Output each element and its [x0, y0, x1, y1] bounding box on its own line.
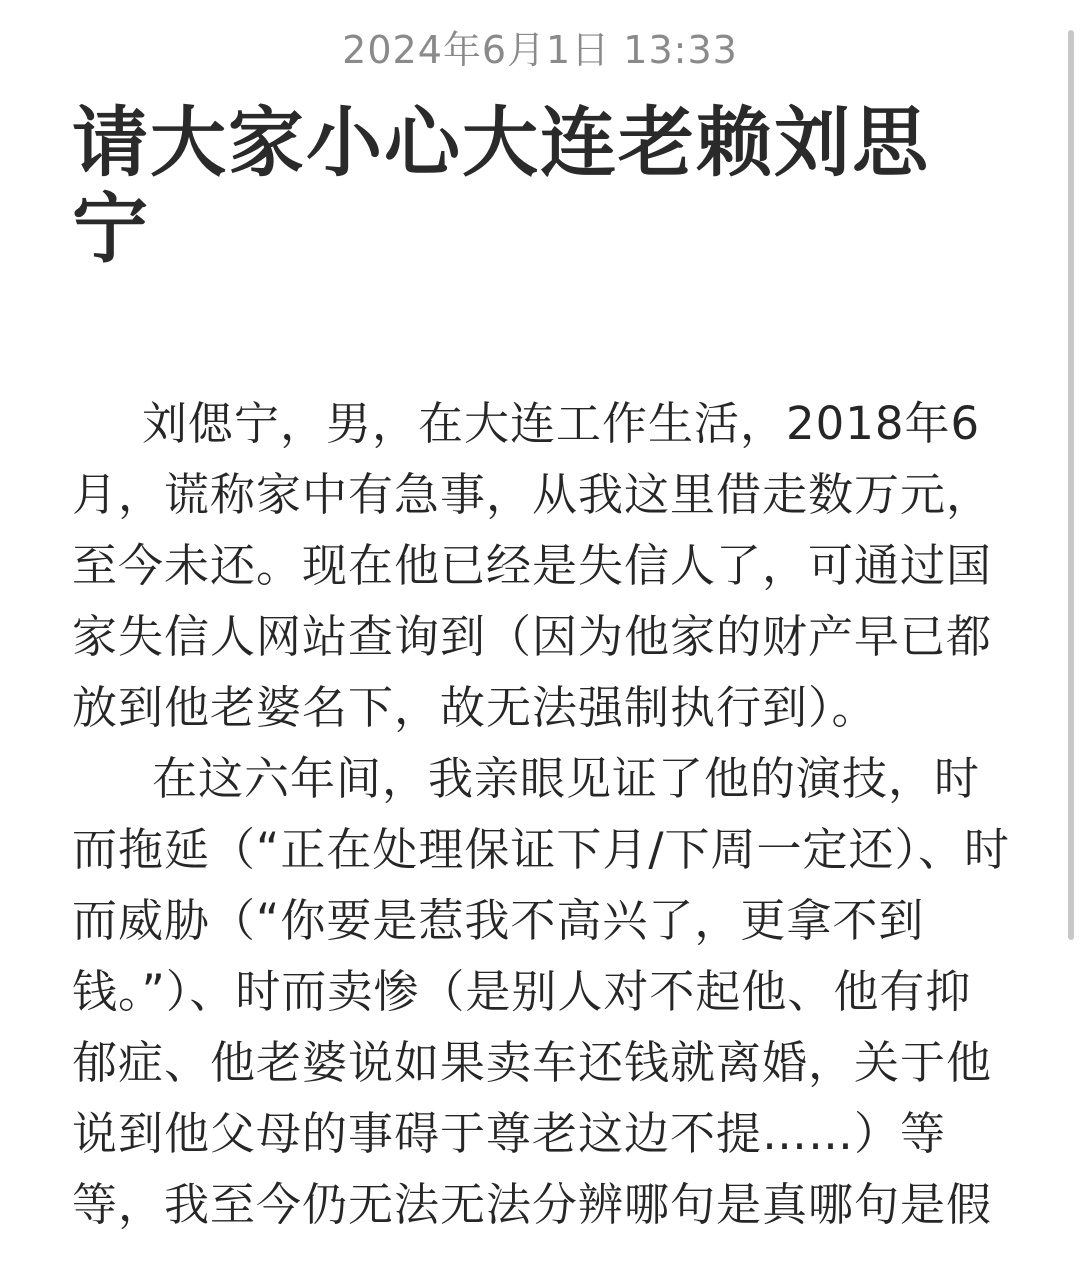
article-body	[72, 388, 1012, 1240]
article-title: 请大家小心大连老赖刘思宁	[72, 98, 930, 273]
article-timestamp: 2024年6月1日 13:33	[342, 28, 738, 72]
article-paragraph: 刘偲宁，男，在大连工作生活，2018年6月，谎称家中有急事，从我这里借走数万元，至今未还。现在他已经是失信人了，可通过国家失信人网站查询到（因为他家的财产早已都放到他老婆名下，故无法强制执行到）。	[72, 397, 993, 734]
article-paragraph: 在这六年间，我亲眼见证了他的演技，时而拖延（“正在处理保证下月/下周一定还）、时而威胁（“你要是惹我不高兴了，更拿不到钱。”）、时而卖惨（是别人对不起他、他有抑郁症、他老婆说如果卖车还钱就离婚，关于他说到他父母的事碍于尊老这边不提……）等等，我至今仍无法无法分辨哪句是真哪句是假	[72, 752, 1010, 1231]
vertical-scrollbar[interactable]	[1068, 30, 1074, 940]
